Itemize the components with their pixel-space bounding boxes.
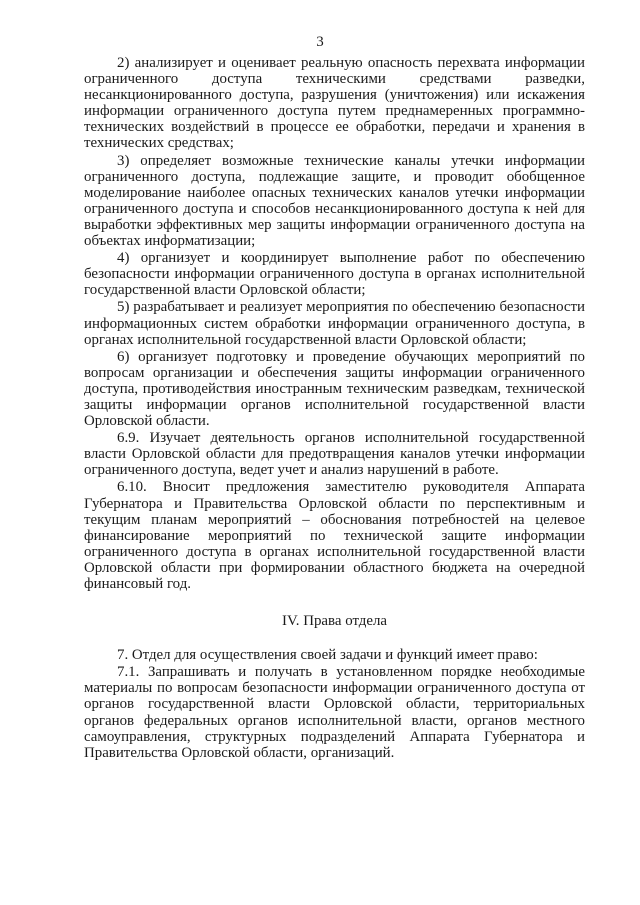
page-number: 3: [316, 34, 324, 50]
paragraph-7: 7. Отдел для осуществления своей задачи и функций имеет право:: [117, 647, 538, 664]
paragraph-7-1: 7.1. Запрашивать и получать в установленном порядке необходимые материалы по вопросам безопасности информации ограниченного доступа от органов государственной власти Орловской области, территориальных органов федеральных органов исполнительной власти, органов местного самоуправления, структурных подразделений Аппарата Губернатора и Правительства Орловской области, организаций.: [84, 664, 585, 761]
paragraph-6-9: 6.9. Изучает деятельность органов исполнительной государственной власти Орловской области для предотвращения каналов утечки информации ограниченного доступа, ведет учет и анализ нарушений в работе.: [84, 430, 585, 479]
paragraph-item-2: 2) анализирует и оценивает реальную опасность перехвата информации ограниченного доступа техническими средствами разведки, несанкционированного доступа, разрушения (уничтожения) или искажения информации ограниченного доступа путем преднамеренных программно-технических воздействий в процессе ее обработки, передачи и хранения в технических средствах;: [84, 55, 585, 152]
section-heading: IV. Права отдела: [282, 613, 387, 630]
paragraph-item-3: 3) определяет возможные технические каналы утечки информации ограниченного доступа, подлежащие защите, и проводит обобщенное моделирование наиболее опасных технических каналов утечки информации ограниченного доступа и способов несанкционированного доступа к ней для выработки эффективных мер защиты информации ограниченного доступа на объектах информатизации;: [84, 152, 585, 250]
paragraph-item-4: 4) организует и координирует выполнение работ по обеспечению безопасности информации ограниченного доступа в органах исполнительной государственной власти Орловской области;: [84, 250, 585, 299]
paragraph-6-10: 6.10. Вносит предложения заместителю руководителя Аппарата Губернатора и Правительства Орловской области по перспективным и текущим планам мероприятий – обоснования потребностей на целевое финансирование мероприятий по технической защите информации ограниченного доступа в органах исполнительной государственной власти Орловской области при формировании областного бюджета на очередной финансовый год.: [84, 479, 585, 592]
paragraph-item-6: 6) организует подготовку и проведение обучающих мероприятий по вопросам организации и обеспечения защиты информации ограниченного доступа, противодействия иностранным техническим разведкам, технической защиты информации органов исполнительной государственной власти Орловской области.: [84, 348, 585, 430]
document-body: [84, 55, 585, 761]
paragraph-item-5: 5) разрабатывает и реализует мероприятия по обеспечению безопасности информационных систем обработки информации ограниченного доступа, в органах исполнительной государственной власти Орловской области;: [84, 299, 585, 348]
